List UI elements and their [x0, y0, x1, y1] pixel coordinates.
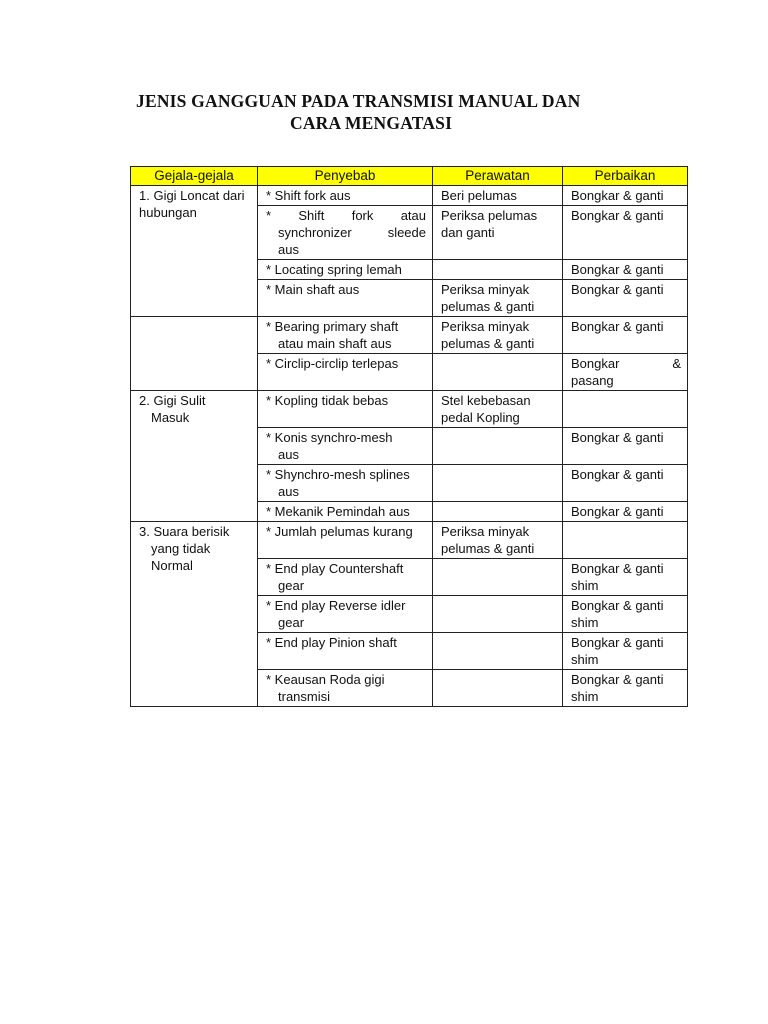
perawatan-cell	[433, 206, 563, 260]
gejala-text: 2. Gigi Sulit	[139, 393, 206, 408]
penyebab-word: fork	[351, 208, 374, 223]
penyebab-cell: * Kopling tidak bebas	[258, 391, 433, 428]
penyebab-word: atau	[400, 208, 426, 223]
penyebab-text: gear	[278, 578, 305, 593]
perbaikan-cell: Bongkar & ganti	[563, 317, 688, 354]
penyebab-text: aus	[278, 242, 299, 257]
perbaikan-cell: Bongkar & ganti	[563, 280, 688, 317]
perawatan-cell	[433, 317, 563, 354]
gejala-text: 3. Suara berisik	[139, 524, 230, 539]
penyebab-cell: * Jumlah pelumas kurang	[258, 522, 433, 559]
penyebab-text: aus	[278, 484, 299, 499]
perbaikan-text: shim	[571, 652, 599, 667]
penyebab-word: *	[266, 208, 272, 223]
perbaikan-text: Bongkar & ganti	[571, 672, 664, 687]
penyebab-word: sleede	[387, 225, 426, 240]
penyebab-text: atau main shaft aus	[278, 336, 392, 351]
penyebab-text: transmisi	[278, 689, 331, 704]
penyebab-text: * Konis synchro-mesh	[266, 430, 393, 445]
perawatan-text: pelumas & ganti	[441, 541, 535, 556]
table-row	[131, 522, 688, 559]
header-perbaikan: Perbaikan	[563, 167, 688, 186]
perbaikan-cell	[563, 522, 688, 559]
perawatan-text: pedal Kopling	[441, 410, 520, 425]
perawatan-text: pelumas & ganti	[441, 336, 535, 351]
perawatan-text: Periksa minyak	[441, 319, 530, 334]
penyebab-cell	[258, 559, 433, 596]
title-line-2: CARA MENGATASI	[290, 113, 453, 133]
perbaikan-cell: Bongkar & ganti	[563, 206, 688, 260]
penyebab-text: gear	[278, 615, 305, 630]
gejala-text: yang tidak	[151, 541, 211, 556]
perawatan-text: Stel kebebasan	[441, 393, 531, 408]
perawatan-cell: Beri pelumas	[433, 186, 563, 206]
perbaikan-cell: Bongkar & ganti	[563, 465, 688, 502]
perbaikan-text: pasang	[571, 373, 614, 388]
perawatan-cell	[433, 354, 563, 391]
penyebab-cell	[258, 670, 433, 707]
penyebab-cell: * Circlip-circlip terlepas	[258, 354, 433, 391]
penyebab-text: * Keausan Roda gigi	[266, 672, 385, 687]
penyebab-cell: * Locating spring lemah	[258, 260, 433, 280]
gejala-text: 1. Gigi Loncat dari	[139, 188, 245, 203]
penyebab-text: aus	[278, 447, 299, 462]
perawatan-cell	[433, 559, 563, 596]
gejala-text: Normal	[151, 558, 193, 573]
perawatan-cell	[433, 465, 563, 502]
penyebab-cell	[258, 596, 433, 633]
gejala-cell	[131, 186, 258, 317]
penyebab-text: * Bearing primary shaft	[266, 319, 399, 334]
perawatan-text: Periksa minyak	[441, 282, 530, 297]
perbaikan-word: Bongkar	[571, 356, 620, 371]
penyebab-cell	[258, 428, 433, 465]
penyebab-cell: * Main shaft aus	[258, 280, 433, 317]
table-header-row	[131, 167, 688, 186]
penyebab-cell	[258, 465, 433, 502]
perbaikan-cell	[563, 633, 688, 670]
penyebab-cell: * End play Pinion shaft	[258, 633, 433, 670]
header-perawatan: Perawatan	[433, 167, 563, 186]
perawatan-text: dan ganti	[441, 225, 495, 240]
perbaikan-text: Bongkar & ganti	[571, 635, 664, 650]
gejala-text: Masuk	[151, 410, 190, 425]
perawatan-text: Periksa minyak	[441, 524, 530, 539]
gejala-cell	[131, 391, 258, 522]
perawatan-cell	[433, 670, 563, 707]
perbaikan-text: Bongkar & ganti	[571, 561, 664, 576]
perawatan-cell	[433, 522, 563, 559]
perawatan-cell	[433, 596, 563, 633]
penyebab-text: * End play Countershaft	[266, 561, 404, 576]
penyebab-word: synchronizer	[278, 225, 352, 240]
perawatan-text: Periksa pelumas	[441, 208, 538, 223]
header-penyebab: Penyebab	[258, 167, 433, 186]
penyebab-line	[266, 207, 426, 224]
table-row	[131, 391, 688, 428]
perbaikan-cell: Bongkar & ganti	[563, 502, 688, 522]
penyebab-line	[266, 224, 426, 241]
perawatan-cell	[433, 633, 563, 670]
title-line-1: JENIS GANGGUAN PADA TRANSMISI MANUAL DAN	[136, 91, 581, 111]
penyebab-cell	[258, 317, 433, 354]
gejala-cell-empty	[131, 317, 258, 391]
perbaikan-cell	[563, 354, 688, 391]
penyebab-cell: * Mekanik Pemindah aus	[258, 502, 433, 522]
perbaikan-cell: Bongkar & ganti	[563, 260, 688, 280]
perawatan-cell	[433, 260, 563, 280]
perawatan-cell	[433, 502, 563, 522]
perbaikan-cell: Bongkar & ganti	[563, 186, 688, 206]
penyebab-text: * Shynchro-mesh splines	[266, 467, 410, 482]
penyebab-cell: * Shift fork aus	[258, 186, 433, 206]
gejala-text: hubungan	[139, 205, 197, 220]
penyebab-cell	[258, 206, 433, 260]
perbaikan-cell	[563, 596, 688, 633]
table-row	[131, 186, 688, 206]
penyebab-text: * End play Reverse idler	[266, 598, 406, 613]
perawatan-cell	[433, 428, 563, 465]
perawatan-cell	[433, 280, 563, 317]
gejala-cell	[131, 522, 258, 707]
perawatan-text: pelumas & ganti	[441, 299, 535, 314]
perbaikan-text: shim	[571, 615, 599, 630]
perbaikan-text: shim	[571, 689, 599, 704]
perbaikan-cell	[563, 670, 688, 707]
table-row	[131, 317, 688, 354]
perawatan-cell	[433, 391, 563, 428]
perbaikan-cell: Bongkar & ganti	[563, 428, 688, 465]
troubleshooting-table	[130, 166, 688, 707]
perbaikan-line	[571, 355, 681, 372]
header-gejala: Gejala-gejala	[131, 167, 258, 186]
perbaikan-text: Bongkar & ganti	[571, 598, 664, 613]
perbaikan-cell	[563, 391, 688, 428]
penyebab-word: Shift	[298, 208, 325, 223]
perbaikan-cell	[563, 559, 688, 596]
perbaikan-word: &	[672, 356, 681, 371]
perbaikan-text: shim	[571, 578, 599, 593]
